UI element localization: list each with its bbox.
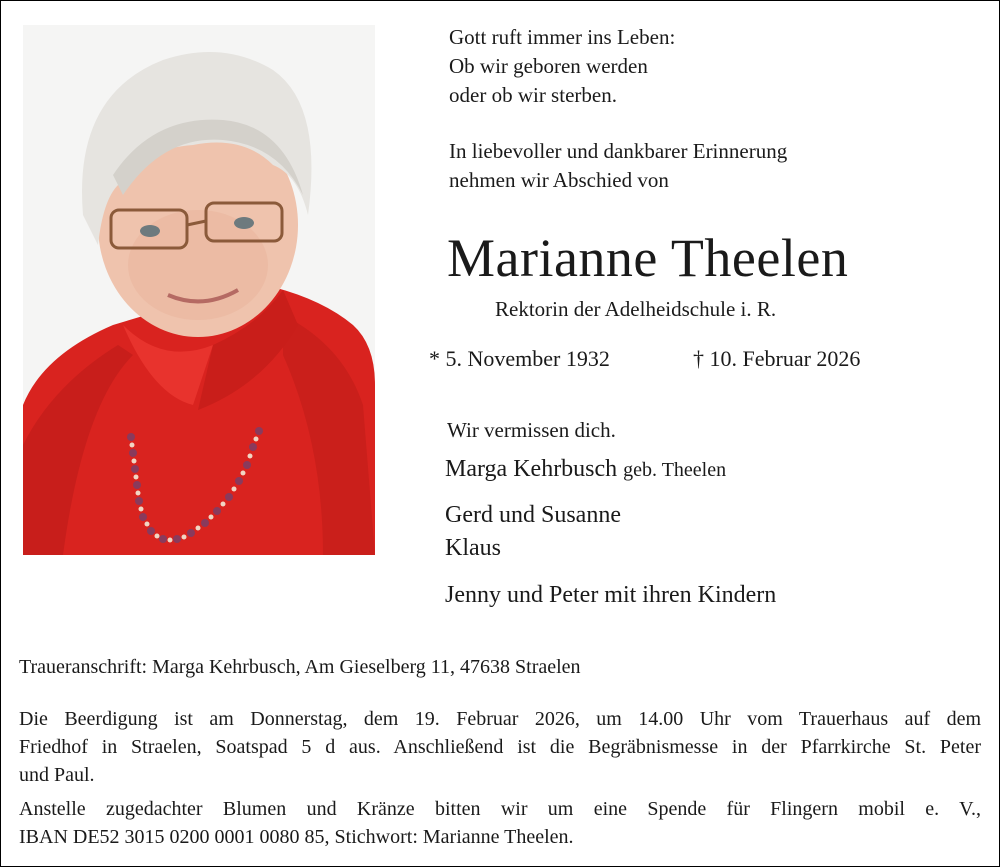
intro-line: nehmen wir Abschied von: [449, 168, 669, 192]
intro-line: In liebevoller und dankbarer Erinnerung: [449, 139, 788, 163]
mourner-line: Gerd und Susanne: [445, 502, 621, 528]
birth-date: * 5. November 1932: [429, 346, 610, 371]
portrait-photo: [23, 25, 375, 555]
mourner-line: Jenny und Peter mit ihren Kindern: [445, 582, 777, 608]
deceased-role: Rektorin der Adelheidschule i. R.: [495, 297, 777, 321]
funeral-line: Friedhof in Straelen, Soatspad 5 d aus. Anschließend ist die Begräbnismesse in der Pfarrkirche St. Peter: [19, 736, 981, 758]
verse-line: oder ob wir sterben.: [449, 83, 617, 107]
donation-request: [19, 795, 981, 851]
mourner-name: Marga Kehrbusch: [445, 456, 618, 482]
funeral-details: [19, 705, 981, 789]
donation-line: IBAN DE52 3015 0200 0001 0080 85, Stichwort: Marianne Theelen.: [19, 826, 574, 848]
verse: [449, 23, 675, 110]
mourner-line: [445, 453, 726, 486]
farewell-intro: [449, 137, 787, 195]
mourner-line: Klaus: [445, 535, 501, 561]
donation-line: Anstelle zugedachter Blumen und Kränze bitten wir um eine Spende für Flingern mobil e. V.,: [19, 798, 981, 820]
mourner-group: [445, 499, 621, 565]
death-date: † 10. Februar 2026: [693, 346, 861, 371]
funeral-line: Die Beerdigung ist am Donnerstag, dem 19. Februar 2026, um 14.00 Uhr vom Trauerhaus auf dem: [19, 708, 981, 730]
mourner-maiden-name: geb. Theelen: [623, 459, 727, 481]
mourners-intro: Wir vermissen dich.: [447, 418, 616, 442]
portrait-illustration: [23, 25, 375, 555]
verse-line: Gott ruft immer ins Leben:: [449, 25, 676, 49]
deceased-name: Marianne Theelen: [447, 228, 849, 288]
mourning-address: Traueranschrift: Marga Kehrbusch, Am Gieselberg 11, 47638 Straelen: [19, 656, 581, 678]
verse-line: Ob wir geboren werden: [449, 54, 648, 78]
funeral-line: und Paul.: [19, 764, 95, 786]
